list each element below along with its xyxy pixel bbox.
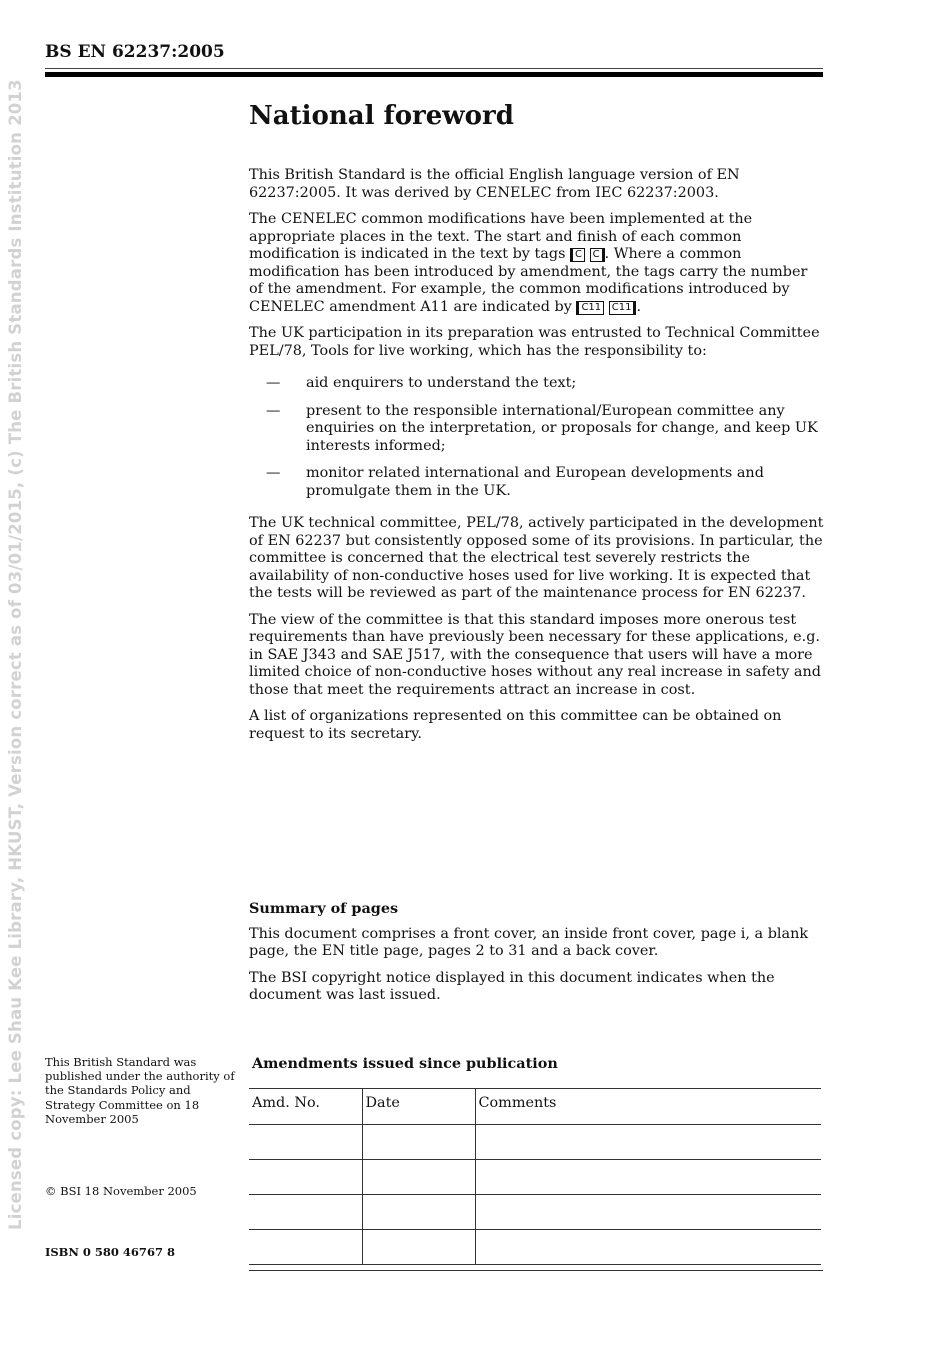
list-item-text: present to the responsible international/European committee any enquiries on the interpretation, or proposals for change, and keep UK interests informed; xyxy=(306,402,818,454)
column-header-comments: Comments xyxy=(475,1089,821,1125)
dash-bullet: — xyxy=(266,465,281,481)
responsibility-list xyxy=(249,375,824,500)
table-cell xyxy=(362,1195,475,1230)
column-header-date: Date xyxy=(362,1089,475,1125)
table-header-row xyxy=(249,1089,821,1125)
summary-text-1: This document comprises a front cover, an inside front cover, page i, a blank page, the EN title page, pages 2 to 31 and a back cover. xyxy=(249,925,809,959)
paragraph-6: A list of organizations represented on this committee can be obtained on request to its secretary. xyxy=(249,708,782,742)
a11-end-tag: C11 xyxy=(609,301,637,315)
paragraph-3: The UK participation in its preparation was entrusted to Technical Committee PEL/78, Tools for live working, which has the responsibility to: xyxy=(249,325,820,359)
cenelec-start-tag: C xyxy=(570,248,585,262)
dash-bullet: — xyxy=(266,375,281,391)
table-row xyxy=(249,1160,821,1195)
license-watermark: Licensed copy: Lee Shau Kee Library, HKUST, Version correct as of 03/01/2015, (c) The British Standards Institution 2013 xyxy=(6,79,25,1230)
amendments-table xyxy=(249,1088,821,1265)
amendments-title: Amendments issued since publication xyxy=(252,1055,558,1072)
paragraph-2-part-c: . xyxy=(636,298,642,315)
paragraph-1: This British Standard is the official English language version of EN 62237:2005. It was derived by CENELEC from IEC 62237:2003. xyxy=(249,167,740,201)
list-item xyxy=(249,403,824,456)
header-rule-thin xyxy=(45,68,823,69)
table-row xyxy=(249,1125,821,1160)
isbn: ISBN 0 580 46767 8 xyxy=(45,1245,175,1259)
paragraph-2 xyxy=(249,211,824,316)
table-cell xyxy=(249,1160,362,1195)
table-cell xyxy=(362,1125,475,1160)
publication-note: This British Standard was published under the authority of the Standards Policy and Strategy Committee on 18 November 2005 xyxy=(45,1055,235,1126)
table-cell xyxy=(475,1160,821,1195)
dash-bullet: — xyxy=(266,402,281,419)
document-code: BS EN 62237:2005 xyxy=(45,42,225,62)
paragraph-4: The UK technical committee, PEL/78, actively participated in the development of EN 62237 but consistently opposed some of its provisions. In particular, the committee is concerned that the electrical test severely restricts the availability of non-conductive hoses used for live working. It is expected that the tests will be reviewed as part of the maintenance process for EN 62237. xyxy=(249,515,824,601)
summary-heading: Summary of pages xyxy=(249,900,399,917)
header-rule-thick xyxy=(45,72,823,77)
table-cell xyxy=(475,1195,821,1230)
table-cell xyxy=(249,1125,362,1160)
summary-of-pages xyxy=(249,900,824,1014)
paragraph-2-part-b: . Where a common modification has been introduced by amendment, the tags carry the number of the amendment. For example, the common modifications introduced by CENELEC amendment A11 are indicated by xyxy=(249,246,808,315)
page-title: National foreword xyxy=(249,101,514,131)
paragraph-2-part-a: The CENELEC common modifications have been implemented at the appropriate places in the text. The start and finish of each common modification is indicated in the text by tags xyxy=(249,211,753,262)
bottom-rule xyxy=(249,1270,823,1271)
table-cell xyxy=(475,1125,821,1160)
table-cell xyxy=(362,1160,475,1195)
summary-text-2: The BSI copyright notice displayed in this document indicates when the document was last issued. xyxy=(249,969,775,1003)
table-cell xyxy=(249,1230,362,1265)
table-cell xyxy=(362,1230,475,1265)
list-item-text: aid enquirers to understand the text; xyxy=(306,375,577,391)
copyright-notice: © BSI 18 November 2005 xyxy=(45,1184,197,1198)
column-header-amd-no: Amd. No. xyxy=(249,1089,362,1125)
table-cell xyxy=(475,1230,821,1265)
paragraph-5: The view of the committee is that this standard imposes more onerous test requirements than have previously been necessary for these applications, e.g. in SAE J343 and SAE J517, with the consequence that users will have a more limited choice of non-conductive hoses without any real increase in safety and those that meet the requirements attract an increase in cost. xyxy=(249,611,821,698)
table-cell xyxy=(249,1195,362,1230)
list-item xyxy=(249,465,824,500)
table-row xyxy=(249,1230,821,1265)
a11-start-tag: C11 xyxy=(576,301,604,315)
list-item-text: monitor related international and European developments and promulgate them in the UK. xyxy=(306,465,764,499)
cenelec-end-tag: C xyxy=(590,248,605,262)
table-row xyxy=(249,1195,821,1230)
list-item xyxy=(249,375,824,393)
foreword-body xyxy=(249,100,824,752)
